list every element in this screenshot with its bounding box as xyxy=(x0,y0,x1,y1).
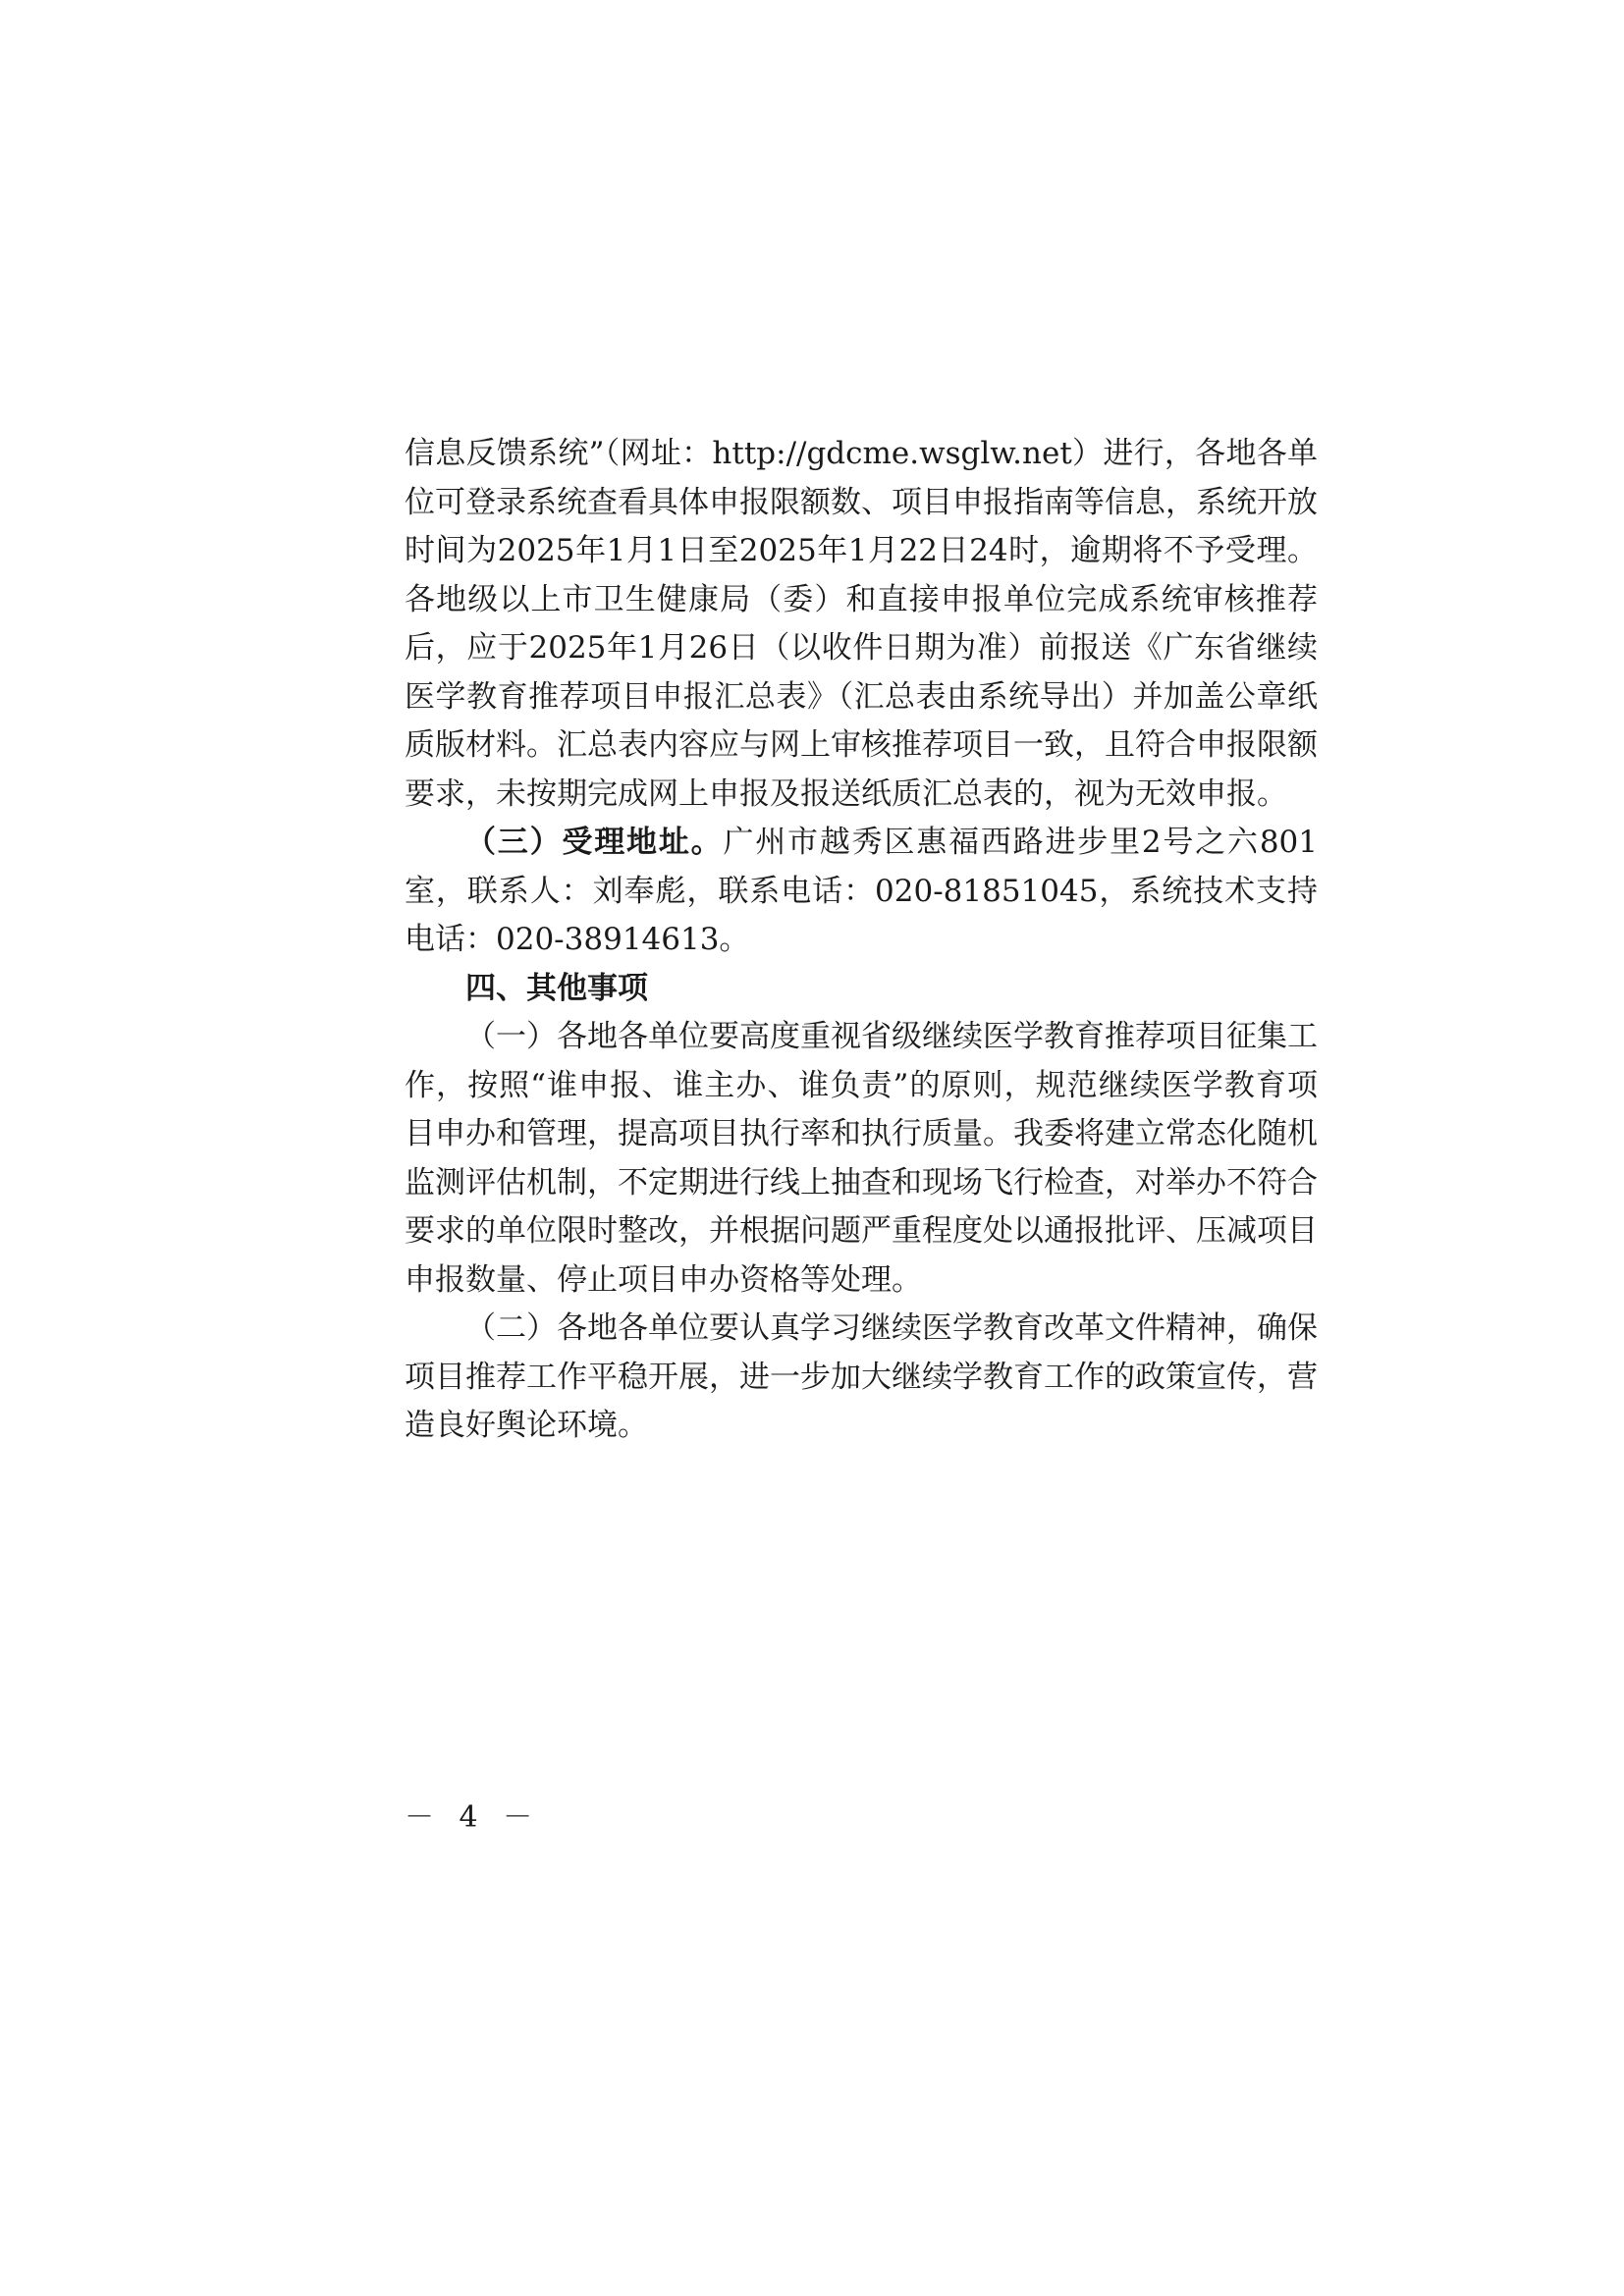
paragraph-system-info: 信息反馈系统”（网址：http://gdcme.wsglw.net）进行，各地各单位可登录系统查看具体申报限额数、项目申报指南等信息，系统开放时间为2025年1月1日至2025年1月22日24时，逾期将不予受理。各地级以上市卫生健康局（委）和直接申报单位完成系统审核推荐后，应于2025年1月26日（以收件日期为准）前报送《广东省继续医学教育推荐项目申报汇总表》（汇总表由系统导出）并加盖公章纸质版材料。汇总表内容应与网上审核推荐项目一致，且符合申报限额要求，未按期完成网上申报及报送纸质汇总表的，视为无效申报。 xyxy=(405,436,1318,812)
document-body xyxy=(405,430,1318,1451)
paragraph-address-lead: （三）受理地址。 xyxy=(465,825,724,860)
paragraph-address-body: 广州市越秀区惠福西路进步里2号之六801室，联系人：刘奉彪，联系电话：020-81851045，系统技术支持电话：020-38914613。 xyxy=(405,825,1318,957)
paragraph-address xyxy=(405,819,1318,965)
page-number: － 4 － xyxy=(405,1800,541,1835)
paragraph-item-one: （一）各地各单位要高度重视省级继续医学教育推荐项目征集工作，按照“谁申报、谁主办、谁负责”的原则，规范继续医学教育项目申办和管理，提高项目执行率和执行质量。我委将建立常态化随机监测评估机制，不定期进行线上抽查和现场飞行检查，对举办不符合要求的单位限时整改，并根据问题严重程度处以通报批评、压减项目申报数量、停止项目申办资格等处理。 xyxy=(405,1019,1318,1298)
section-heading-other-matters: 四、其他事项 xyxy=(465,970,648,1006)
paragraph-item-two: （二）各地各单位要认真学习继续医学教育改革文件精神，确保项目推荐工作平稳开展，进一步加大继续学教育工作的政策宣传，营造良好舆论环境。 xyxy=(405,1310,1318,1443)
